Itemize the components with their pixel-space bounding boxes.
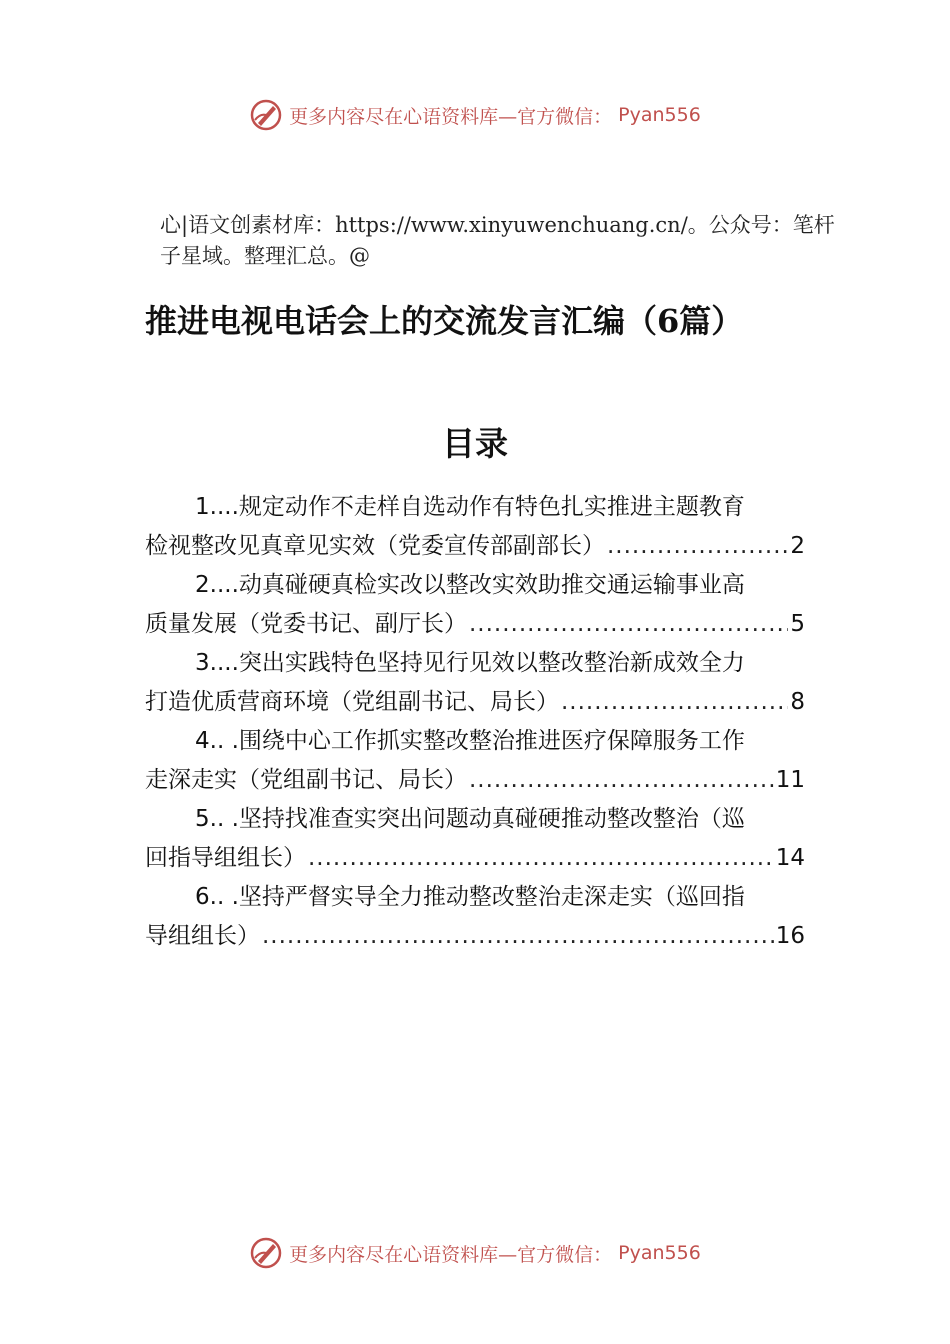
toc-entry-2[interactable] [145, 566, 805, 644]
toc-entry-title-line2: 导组组长） [145, 923, 260, 949]
toc-dot-leader [561, 683, 788, 722]
toc-entry-title-line1: 5.. .坚持找准查实突出问题动真碰硬推动整改整治（巡 [195, 806, 745, 832]
toc-entry-4[interactable] [145, 722, 805, 800]
toc-page-number: 11 [775, 767, 805, 793]
toc-entry-title-line1: 1....规定动作不走样自选动作有特色扎实推进主题教育 [195, 494, 745, 520]
source-note: 心|语文创素材库：https://www.xinyuwenchuang.cn/。公众号：笔杆子星域。整理汇总。@ [160, 213, 835, 268]
toc-entry-title-line2: 质量发展（党委书记、副厅长） [145, 611, 467, 637]
banner-text: 更多内容尽在心语资料库—官方微信： [289, 105, 613, 128]
table-of-contents [145, 488, 805, 956]
toc-dot-leader [607, 527, 788, 566]
toc-page-number: 5 [790, 611, 805, 637]
toc-entry-title-line1: 2....动真碰硬真检实改以整改实效助推交通运输事业高 [195, 572, 745, 598]
toc-entry-6[interactable] [145, 878, 805, 956]
toc-page-number: 14 [775, 845, 805, 871]
document-title: 推进电视电话会上的交流发言汇编（6篇） [145, 302, 744, 340]
toc-entry-title-line2: 打造优质营商环境（党组副书记、局长） [145, 689, 559, 715]
pen-logo-icon [249, 98, 283, 132]
banner-wechat-id: Pyan556 [618, 1242, 701, 1264]
toc-dot-leader [469, 761, 774, 800]
toc-dot-leader [308, 839, 774, 878]
toc-dot-leader [469, 605, 788, 644]
toc-entry-1[interactable] [145, 488, 805, 566]
footer-banner [0, 1233, 950, 1273]
toc-entry-title-line1: 3....突出实践特色坚持见行见效以整改整治新成效全力 [195, 650, 745, 676]
toc-entry-title-line2: 回指导组组长） [145, 845, 306, 871]
pen-logo-icon [249, 1236, 283, 1270]
toc-entry-title-line2: 检视整改见真章见实效（党委宣传部副部长） [145, 533, 605, 559]
banner-wechat-id: Pyan556 [618, 104, 701, 126]
toc-heading: 目录 [442, 424, 508, 463]
toc-entry-5[interactable] [145, 800, 805, 878]
toc-entry-title-line2: 走深走实（党组副书记、局长） [145, 767, 467, 793]
toc-dot-leader [262, 917, 774, 956]
header-banner [0, 95, 950, 135]
toc-page-number: 2 [790, 533, 805, 559]
toc-entry-title-line1: 6.. .坚持严督实导全力推动整改整治走深走实（巡回指 [195, 884, 745, 910]
banner-text: 更多内容尽在心语资料库—官方微信： [289, 1243, 613, 1266]
toc-page-number: 8 [790, 689, 805, 715]
toc-entry-title-line1: 4.. .围绕中心工作抓实整改整治推进医疗保障服务工作 [195, 728, 745, 754]
toc-page-number: 16 [775, 923, 805, 949]
toc-entry-3[interactable] [145, 644, 805, 722]
